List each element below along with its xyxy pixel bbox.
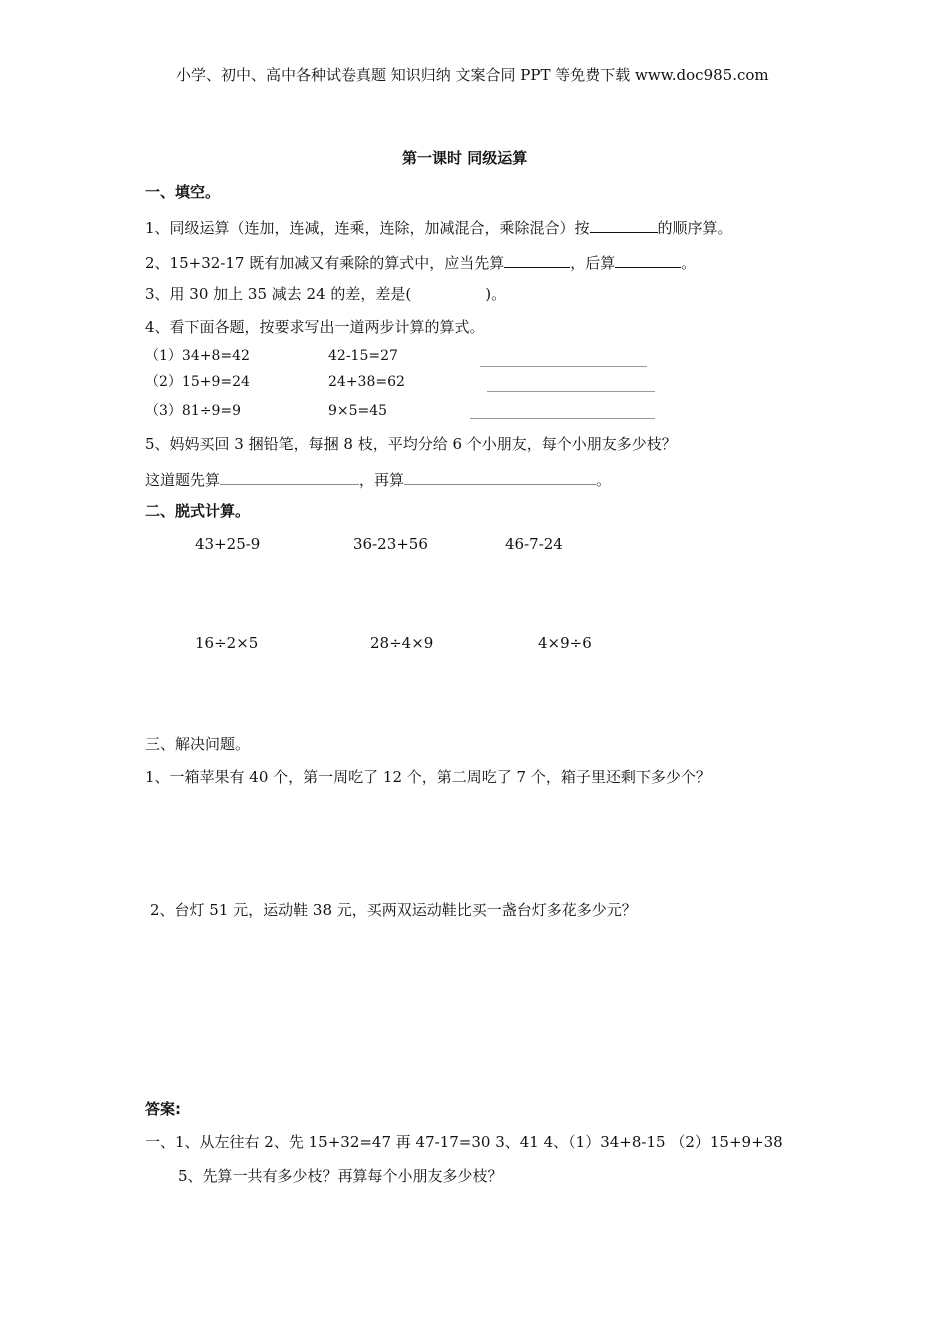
page-title: 第一课时 同级运算 — [402, 149, 528, 167]
calc-1-1: 43+25-9 — [195, 535, 261, 553]
q4-row-3-answer-line[interactable] — [470, 418, 655, 419]
q4-row-1-label: （1）34+8=42 — [145, 348, 250, 364]
q2-blank-2[interactable] — [615, 253, 681, 268]
q2-text-middle: ，后算 — [570, 254, 616, 272]
problem-1: 1、一箱苹果有 40 个，第一周吃了 12 个，第二周吃了 7 个，箱子里还剩下多少个？ — [145, 768, 711, 786]
calc-2-1: 16÷2×5 — [195, 634, 259, 652]
calc-1-2: 36-23+56 — [353, 535, 428, 553]
q2-blank-1[interactable] — [504, 253, 570, 268]
q5-text-after: 。 — [596, 471, 612, 489]
answers-heading: 答案: — [145, 1100, 181, 1118]
question-1-1 — [145, 218, 733, 236]
header-banner: 小学、初中、高中各种试卷真题 知识归纳 文案合同 PPT 等免费下载 www.doc985.com — [176, 66, 769, 84]
question-1-5: 5、妈妈买回 3 捆铅笔，每捆 8 枝，平均分给 6 个小朋友，每个小朋友多少枝？ — [145, 435, 677, 453]
q5-blank-1[interactable] — [220, 470, 359, 485]
q4-row-2-answer-line[interactable] — [487, 391, 655, 392]
question-1-2 — [145, 253, 696, 271]
q1-text-before: 1、同级运算（连加，连减，连乘，连除，加减混合，乘除混合）按 — [145, 219, 590, 237]
q4-row-2-second: 24+38=62 — [328, 374, 405, 390]
q5-text-before: 这道题先算 — [145, 471, 221, 489]
q4-row-3-second: 9×5=45 — [328, 403, 388, 419]
answers-line-2: 5、先算一共有多少枝？再算每个小朋友多少枝？ — [178, 1167, 503, 1185]
section2-heading: 二、脱式计算。 — [145, 502, 251, 520]
q2-text-before: 2、15+32-17 既有加减又有乘除的算式中，应当先算 — [145, 254, 505, 272]
question-1-3 — [145, 287, 506, 302]
q5-text-middle: ，再算 — [359, 471, 405, 489]
q5-blank-2[interactable] — [404, 470, 596, 485]
answers-line-1: 一、1、从左往右 2、先 15+32=47 再 47-17=30 3、41 4、（1）34+8-15 （2）15+9+38 — [145, 1133, 783, 1151]
question-1-5-answer-line — [145, 470, 611, 488]
q3-text: 3、用 30 加上 35 减去 24 的差，差是( — [145, 285, 412, 303]
q2-text-after: 。 — [681, 254, 697, 272]
q1-blank[interactable] — [590, 218, 658, 233]
calc-2-2: 28÷4×9 — [370, 634, 434, 652]
section3-heading: 三、解决问题。 — [145, 735, 251, 753]
q1-text-after: 的顺序算。 — [657, 219, 733, 237]
section1-heading: 一、填空。 — [145, 183, 221, 201]
q3-close: )。 — [485, 285, 507, 303]
calc-1-3: 46-7-24 — [505, 535, 563, 553]
q4-row-1-answer-line[interactable] — [480, 366, 647, 367]
problem-2: 2、台灯 51 元，运动鞋 38 元，买两双运动鞋比买一盏台灯多花多少元？ — [150, 901, 637, 919]
question-1-4: 4、看下面各题，按要求写出一道两步计算的算式。 — [145, 318, 485, 336]
q4-row-2-label: （2）15+9=24 — [145, 374, 250, 390]
calc-2-3: 4×9÷6 — [538, 634, 592, 652]
q4-row-1-second: 42-15=27 — [328, 348, 398, 364]
q4-row-3-label: （3）81÷9=9 — [145, 403, 241, 419]
